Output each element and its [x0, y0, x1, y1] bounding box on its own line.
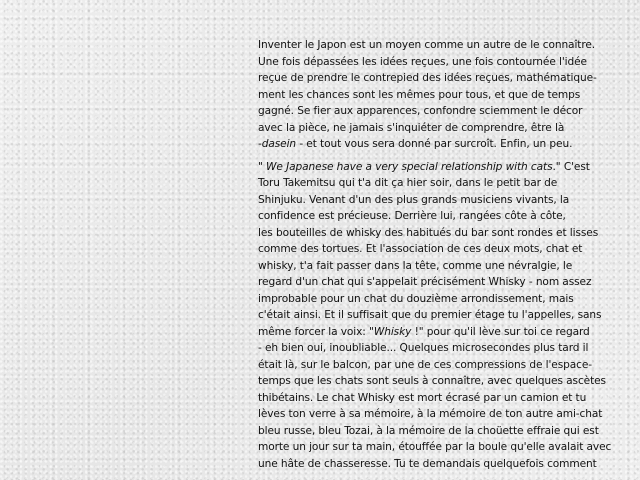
- text-run: bleu russe, bleu Tozai, à la mémoire de la choüette effraie qui est: [258, 424, 599, 437]
- text-run: lèves ton verre à sa mémoire, à la mémoire de ton autre ami-chat: [258, 408, 603, 420]
- text-run: avec la pièce, ne jamais s'inquiéter de comprendre, être là: [258, 121, 565, 134]
- text-run: whisky, t'a fait passer dans la tête, comme une névralgie, le: [258, 259, 573, 272]
- text-line: [258, 456, 618, 473]
- text-line: [258, 70, 618, 87]
- text-run: temps que les chats sont seuls à connaître, avec quelques ascètes: [258, 375, 606, 387]
- text-run: !" pour qu'il lève sur toi ce regard: [411, 325, 590, 338]
- text-line: [258, 103, 618, 120]
- text-line: [258, 373, 618, 390]
- text-line: [258, 258, 618, 275]
- text-line: [258, 390, 618, 407]
- text-run: ." C'est: [552, 160, 590, 173]
- text-line: [258, 136, 618, 153]
- text-line: [258, 54, 618, 71]
- text-run: une hâte de chasseresse. Tu te demandais quelquefois comment: [258, 457, 597, 470]
- italic-text: We Japanese have a very special relationship with cats: [266, 160, 553, 173]
- text-run: -: [258, 138, 262, 150]
- text-line: [258, 208, 618, 225]
- text-line: [258, 241, 618, 258]
- text-run: thibétains. Le chat Whisky est mort écrasé par un camion et tu: [258, 391, 587, 404]
- text-line: [258, 406, 618, 423]
- text-line: [258, 439, 618, 456]
- text-run: Inventer le Japon est un moyen comme un autre de le connaître.: [258, 39, 596, 51]
- italic-text: Whisky: [373, 325, 412, 338]
- article-text: [258, 37, 618, 478]
- text-run: - eh bien oui, inoubliable... Quelques microsecondes plus tard il: [258, 342, 589, 354]
- text-run: Une fois dépassées les idées reçues, une fois contournée l'idée: [258, 55, 587, 68]
- text-line: [258, 37, 618, 54]
- text-line: [258, 120, 618, 137]
- paragraph: [258, 37, 618, 153]
- text-line: [258, 159, 618, 176]
- text-run: même forcer la voix: ": [258, 325, 374, 338]
- paragraph: [258, 159, 618, 473]
- text-run: regard d'un chat qui s'appelait précisément Whisky - nom assez: [258, 276, 592, 288]
- text-line: [258, 225, 618, 242]
- text-run: Toru Takemitsu qui t'a dit ça hier soir, dans le petit bar de: [258, 177, 558, 189]
- text-line: [258, 340, 618, 357]
- italic-text: dasein: [261, 138, 297, 150]
- text-run: était là, sur le balcon, par une de ces compressions de l'espace-: [258, 358, 593, 371]
- text-line: [258, 87, 618, 104]
- text-run: - et tout vous sera donné par surcroît. Enfin, un peu.: [296, 138, 573, 150]
- text-run: confidence est précieuse. Derrière lui, rangées côte à côte,: [258, 210, 566, 222]
- text-run: morte un jour sur ta main, étouffée par la boule qu'elle avalait avec: [258, 441, 612, 453]
- text-run: ment les chances sont les mêmes pour tous, et que de temps: [258, 88, 581, 101]
- text-line: [258, 291, 618, 308]
- text-line: [258, 274, 618, 291]
- text-run: reçue de prendre le contrepied des idées reçues, mathématique-: [258, 72, 597, 84]
- text-run: comme des tortues. Et l'association de ces deux mots, chat et: [258, 243, 583, 255]
- text-line: [258, 357, 618, 374]
- text-run: gagné. Se fier aux apparences, confondre sciemment le décor: [258, 105, 583, 117]
- text-run: les bouteilles de whisky des habitués du bar sont rondes et lisses: [258, 226, 599, 239]
- text-line: [258, 324, 618, 341]
- text-run: Shinjuku. Venant d'un des plus grands musiciens vivants, la: [258, 193, 570, 206]
- text-line: [258, 192, 618, 209]
- text-line: [258, 423, 618, 440]
- text-run: c'était ainsi. Et il suffisait que du premier étage tu l'appelles, sans: [258, 309, 602, 321]
- text-run: ": [258, 160, 267, 173]
- text-line: [258, 175, 618, 192]
- text-run: improbable pour un chat du douzième arrondissement, mais: [258, 292, 574, 305]
- text-line: [258, 307, 618, 324]
